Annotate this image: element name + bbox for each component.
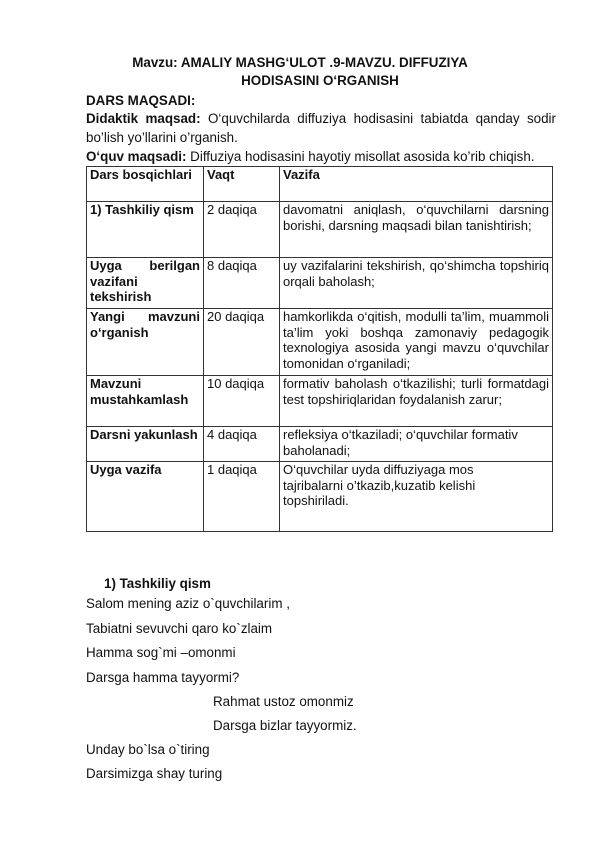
task-cell: formativ baholash o‘tkazilishi; turli formatdagi test topshiriqlaridan foydalanish zarur; <box>280 376 553 427</box>
header-time: Vaqt <box>204 167 280 202</box>
task-cell: uy vazifalarini tekshirish, qo‘shimcha topshiriq orqali baholash; <box>280 258 553 309</box>
dialogue-line: Hamma sog`mi –omonmi <box>86 645 236 660</box>
stage-cell: Darsni yakunlash <box>87 427 204 462</box>
time-cell: 4 daqiqa <box>204 427 280 462</box>
stage-cell: Uyga berilgan vazifani tekshirish <box>87 258 204 309</box>
document-title-line-2: HODISASINI O‘RGANISH <box>241 73 399 88</box>
training-objective-text: Diffuziya hodisasini hayotiy misollat asosida ko’rib chiqish. <box>186 149 535 164</box>
task-cell: O‘quvchilar uyda diffuziyaga mos tajribalarni o’tkazib,kuzatib kelishi topshiriladi. <box>280 462 553 532</box>
header-stages: Dars bosqichlari <box>87 167 204 202</box>
stage-cell: Uyga vazifa <box>87 462 204 532</box>
stage-cell: Yangi mavzuni o‘rganish <box>87 309 204 376</box>
dialogue-line: Salom mening aziz o`quvchilarim , <box>86 596 290 611</box>
task-cell: davomatni aniqlash, o‘quvchilarni darsning borishi, darsning maqsadi bilan tanishtirish; <box>280 202 553 258</box>
lesson-plan-table <box>86 166 553 532</box>
dialogue-line: Darsimizga shay turing <box>86 766 223 781</box>
didactic-objective-line-2: bo’lish yo’llarini o’rganish. <box>86 130 238 145</box>
time-cell: 10 daqiqa <box>204 376 280 427</box>
reply-line: Darsga bizlar tayyormiz. <box>213 718 357 733</box>
didactic-objective-text: O‘quvchilarda diffuziya hodisasini tabiatda qanday sodir <box>200 111 556 126</box>
reply-line: Rahmat ustoz omonmiz <box>213 694 354 709</box>
section-heading: 1) Tashkiliy qism <box>104 576 211 591</box>
table-row <box>87 258 553 309</box>
time-cell: 1 daqiqa <box>204 462 280 532</box>
stage-cell: 1) Tashkiliy qism <box>87 202 204 258</box>
stage-cell: Mavzuni mustahkamlash <box>87 376 204 427</box>
task-cell: refleksiya o‘tkaziladi; o‘quvchilar formativ baholanadi; <box>280 427 553 462</box>
didactic-objective-label: Didaktik maqsad: <box>86 111 201 126</box>
table-row <box>87 309 553 376</box>
dialogue-line: Darsga hamma tayyormi? <box>86 670 240 685</box>
objectives-heading: DARS MAQSADI: <box>86 93 196 108</box>
dialogue-line: Tabiatni sevuvchi qaro ko`zlaim <box>86 621 273 636</box>
time-cell: 8 daqiqa <box>204 258 280 309</box>
time-cell: 2 daqiqa <box>204 202 280 258</box>
table-row <box>87 462 553 532</box>
table-row <box>87 376 553 427</box>
training-objective-label: O‘quv maqsadi: <box>86 149 187 164</box>
training-objective <box>86 149 566 166</box>
task-cell: hamkorlikda o‘qitish, modulli ta’lim, muammoli ta’lim yoki boshqa zamonaviy pedagogik texnologiya asosida yangi mavzu o‘quvchilar tomonidan o‘rganiladi; <box>280 309 553 376</box>
table-header-row <box>87 167 553 202</box>
header-task: Vazifa <box>280 167 553 202</box>
time-cell: 20 daqiqa <box>204 309 280 376</box>
table-row <box>87 202 553 258</box>
didactic-objective-line-1 <box>86 111 556 128</box>
document-title-line-1: Mavzu: AMALIY MASHG‘ULOT .9-MAVZU. DIFFUZIYA <box>132 55 468 70</box>
dialogue-line: Unday bo`lsa o`tiring <box>86 742 210 757</box>
table-row <box>87 427 553 462</box>
